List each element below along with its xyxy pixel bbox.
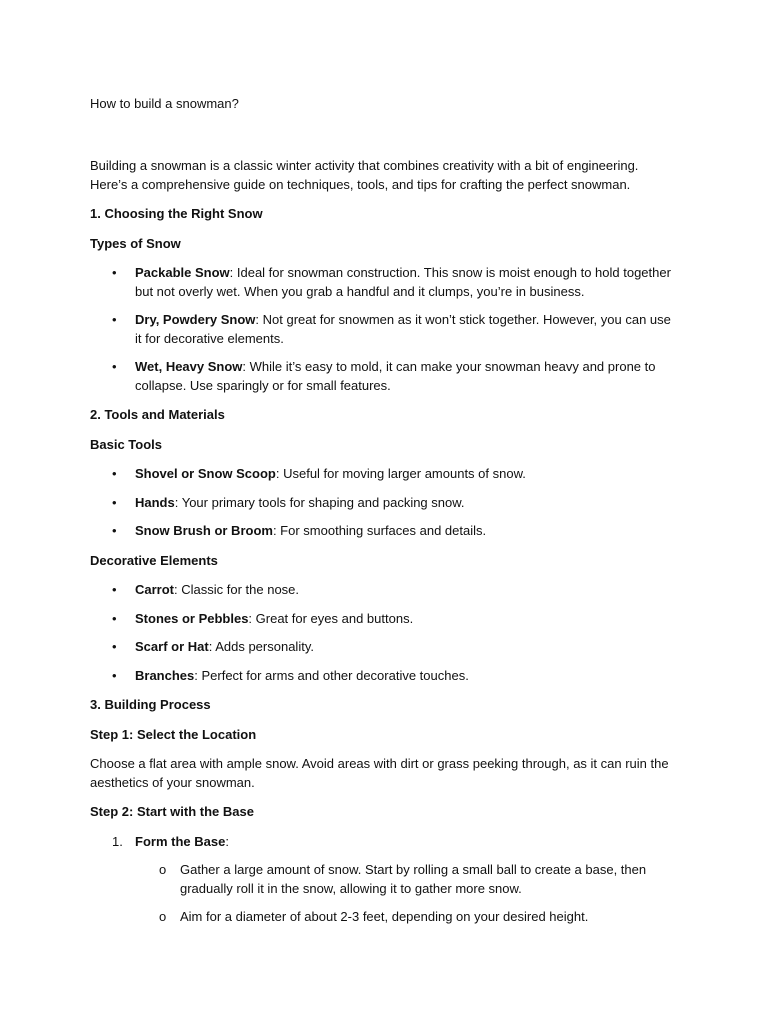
list-item-desc: : Adds personality. [208,639,314,654]
list-item [90,522,678,541]
intro-paragraph: Building a snowman is a classic winter activity that combines creativity with a bit of engineering. Here’s a comprehensive guide on techniques, tools, and tips for crafting the perfect snowman. [90,158,639,192]
list-item [90,311,678,348]
list-item-desc: : Useful for moving larger amounts of snow. [275,466,526,481]
list-item-term: Form the Base [135,833,226,849]
list-item-term: Scarf or Hat [135,639,209,654]
list-item-term: Hands [135,494,175,510]
sub-list-item-text: Gather a large amount of snow. Start by rolling a small ball to create a base, then gradually roll it in the snow, allowing it to gather more snow. [180,862,647,896]
document-title: How to build a snowman? [90,96,239,111]
list-item-term: Packable Snow [135,265,230,280]
list-item-desc: : While it’s easy to mold, it can make your snowman heavy and prone to collapse. Use sparingly or for small features. [135,359,656,393]
step-2-list [90,833,678,927]
list-item-number: 1. [112,833,123,849]
list-item-desc: : Perfect for arms and other decorative touches. [194,667,469,683]
step-1-paragraph: Choose a flat area with ample snow. Avoid areas with dirt or grass peeking through, as it can ruin the aesthetics of your snowman. [90,756,669,790]
list-item [90,833,678,927]
list-item-desc: : Ideal for snowman construction. This snow is moist enough to hold together but not overly wet. When you grab a handful and it clumps, you’re in business. [135,265,671,299]
step-2-heading: Step 2: Start with the Base [90,804,254,819]
list-item-term: Stones or Pebbles [135,610,249,626]
list-item-term: Branches [135,667,195,683]
list-item-desc: : [225,833,229,849]
list-item [90,638,678,657]
list-item-term: Dry, Powdery Snow [135,312,256,327]
snow-types-list [90,264,678,395]
list-item [90,358,678,395]
list-item [90,667,678,686]
list-item-desc: : Not great for snowmen as it won’t stick together. However, you can use it for decorative elements. [135,312,671,346]
circle-bullet-icon: o [159,862,167,877]
list-item-desc: : Great for eyes and buttons. [248,610,414,626]
decorative-elements-list [90,581,678,685]
list-item [90,581,678,600]
sub-list-item [135,861,678,898]
sub-list-item [135,908,678,927]
circle-bullet-icon: o [159,909,167,924]
section-2-heading: 2. Tools and Materials [90,407,225,422]
sub-list [135,861,678,927]
list-item-term: Snow Brush or Broom [135,523,273,538]
list-item [90,465,678,484]
section-1-heading: 1. Choosing the Right Snow [90,206,263,221]
list-item [90,264,678,301]
list-item [90,610,678,629]
basic-tools-heading: Basic Tools [90,436,163,452]
list-item-desc: : For smoothing surfaces and details. [272,523,487,538]
section-3-heading: 3. Building Process [90,697,211,712]
list-item-term: Carrot [135,582,175,597]
list-item-desc: : Your primary tools for shaping and packing snow. [174,494,465,510]
list-item-term: Wet, Heavy Snow [135,359,243,374]
types-of-snow-heading: Types of Snow [90,235,181,251]
decorative-elements-heading: Decorative Elements [90,552,218,568]
step-1-heading: Step 1: Select the Location [90,726,257,742]
basic-tools-list [90,465,678,541]
list-item [90,494,678,513]
sub-list-item-text: Aim for a diameter of about 2-3 feet, depending on your desired height. [180,909,589,924]
list-item-term: Shovel or Snow Scoop [135,466,276,481]
list-item-desc: : Classic for the nose. [174,582,300,597]
